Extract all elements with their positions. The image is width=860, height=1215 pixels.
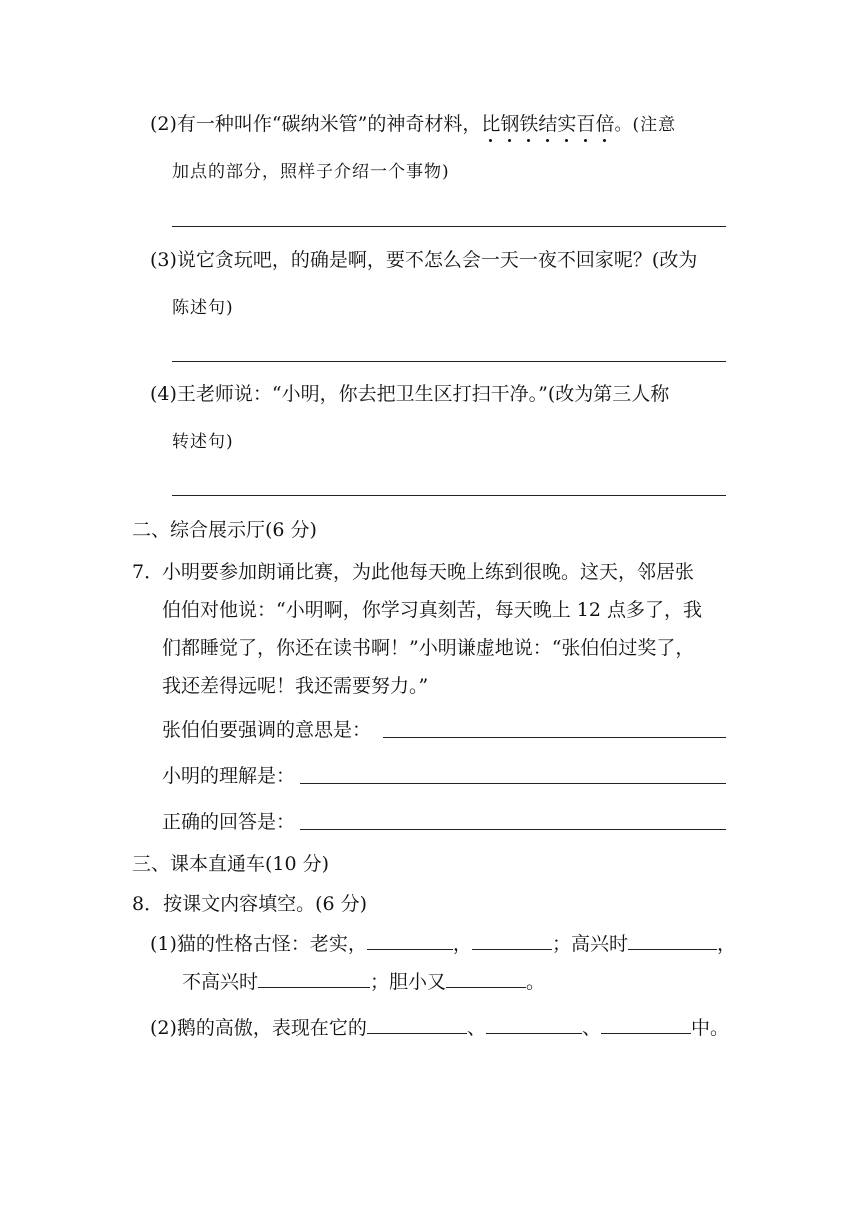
q8-item2-blank-3[interactable] <box>601 1017 691 1034</box>
q8-item2-line <box>150 1016 729 1040</box>
q8-item1-blank-4[interactable] <box>258 971 370 988</box>
dotted-char: 钢 <box>500 113 520 135</box>
q8-item1-text-c: ；高兴时 <box>551 933 628 955</box>
q6-item4-line2: 转述句) <box>172 432 234 452</box>
dotted-char: 结 <box>538 113 558 135</box>
q7-line-1: 小明要参加朗诵比赛，为此他每天晚上练到很晚。这天，邻居张 <box>162 561 695 583</box>
q8-item2-text-d: 中。 <box>690 1017 729 1039</box>
q8-item1-blank-5[interactable] <box>446 971 526 988</box>
q8-item1-text-b: ， <box>452 933 472 955</box>
dotted-char: 百 <box>576 113 596 135</box>
section3-title: 三、课本直通车(10 分) <box>132 853 330 875</box>
q6-item4-line1: (4)王老师说：“小明，你去把卫生区打扫干净。”(改为第三人称 <box>150 383 670 405</box>
dotted-char: 倍 <box>595 113 615 135</box>
q8-item1-text-f: ；胆小又 <box>370 971 447 993</box>
dotted-char: 铁 <box>519 113 539 135</box>
q8-item2-blank-2[interactable] <box>486 1017 582 1034</box>
q6-item2-answer-line[interactable] <box>172 226 726 227</box>
q7-prompt-1: 张伯伯要强调的意思是： <box>162 719 372 741</box>
q8-item2-text-a: (2)鹅的高傲，表现在它的 <box>150 1017 367 1039</box>
q7-line-3: 们都睡觉了，你还在读书啊！”小明谦虚地说：“张伯伯过奖了， <box>162 637 695 659</box>
q7-answer-line-3[interactable] <box>300 829 726 830</box>
q8-item1-text-e: 不高兴时 <box>182 971 259 993</box>
q6-item2-line1 <box>150 112 676 137</box>
q7-answer-line-2[interactable] <box>300 783 726 784</box>
q8-item1-blank-3[interactable] <box>628 933 717 950</box>
q7-number: 7． <box>132 561 164 583</box>
q6-item2-post: 。(注意 <box>614 115 677 135</box>
q6-item3-line2: 陈述句) <box>172 298 234 318</box>
q8-item2-blank-1[interactable] <box>367 1017 467 1034</box>
q8-item2-text-b: 、 <box>466 1017 486 1039</box>
q7-prompt-3: 正确的回答是： <box>162 811 296 833</box>
q6-item2-dotted-text <box>481 113 614 135</box>
q6-item4-answer-line[interactable] <box>172 495 726 496</box>
q8-item1-text-a: (1)猫的性格古怪：老实， <box>150 933 367 955</box>
q8-item1-blank-2[interactable] <box>472 933 552 950</box>
q8-item1-blank-1[interactable] <box>367 933 453 950</box>
q8-item1-text-d: ， <box>716 933 736 955</box>
q6-item3-answer-line[interactable] <box>172 361 726 362</box>
q8-item1-line1 <box>150 932 736 956</box>
dotted-char: 实 <box>557 113 577 135</box>
q7-prompt-2: 小明的理解是： <box>162 765 296 787</box>
q7-line-4: 我还差得远呢！我还需要努力。” <box>162 675 429 697</box>
q6-item2-line2: 加点的部分，照样子介绍一个事物) <box>172 162 450 182</box>
q6-item2-pre: (2)有一种叫作“碳纳米管”的神奇材料， <box>150 113 482 135</box>
q8-item2-text-c: 、 <box>581 1017 601 1039</box>
q8-item1-text-g: 。 <box>526 971 546 993</box>
q7-answer-line-1[interactable] <box>383 737 726 738</box>
q7-line-2: 伯伯对他说：“小明啊，你学习真刻苦，每天晚上 12 点多了，我 <box>162 599 702 621</box>
section2-title: 二、综合展示厅(6 分) <box>132 519 317 541</box>
q6-item3-line1: (3)说它贪玩吧，的确是啊，要不怎么会一天一夜不回家呢？(改为 <box>150 249 698 271</box>
q8-title: 8．按课文内容填空。(6 分) <box>132 893 368 915</box>
dotted-char: 比 <box>481 113 501 135</box>
q8-item1-line2 <box>182 970 545 994</box>
